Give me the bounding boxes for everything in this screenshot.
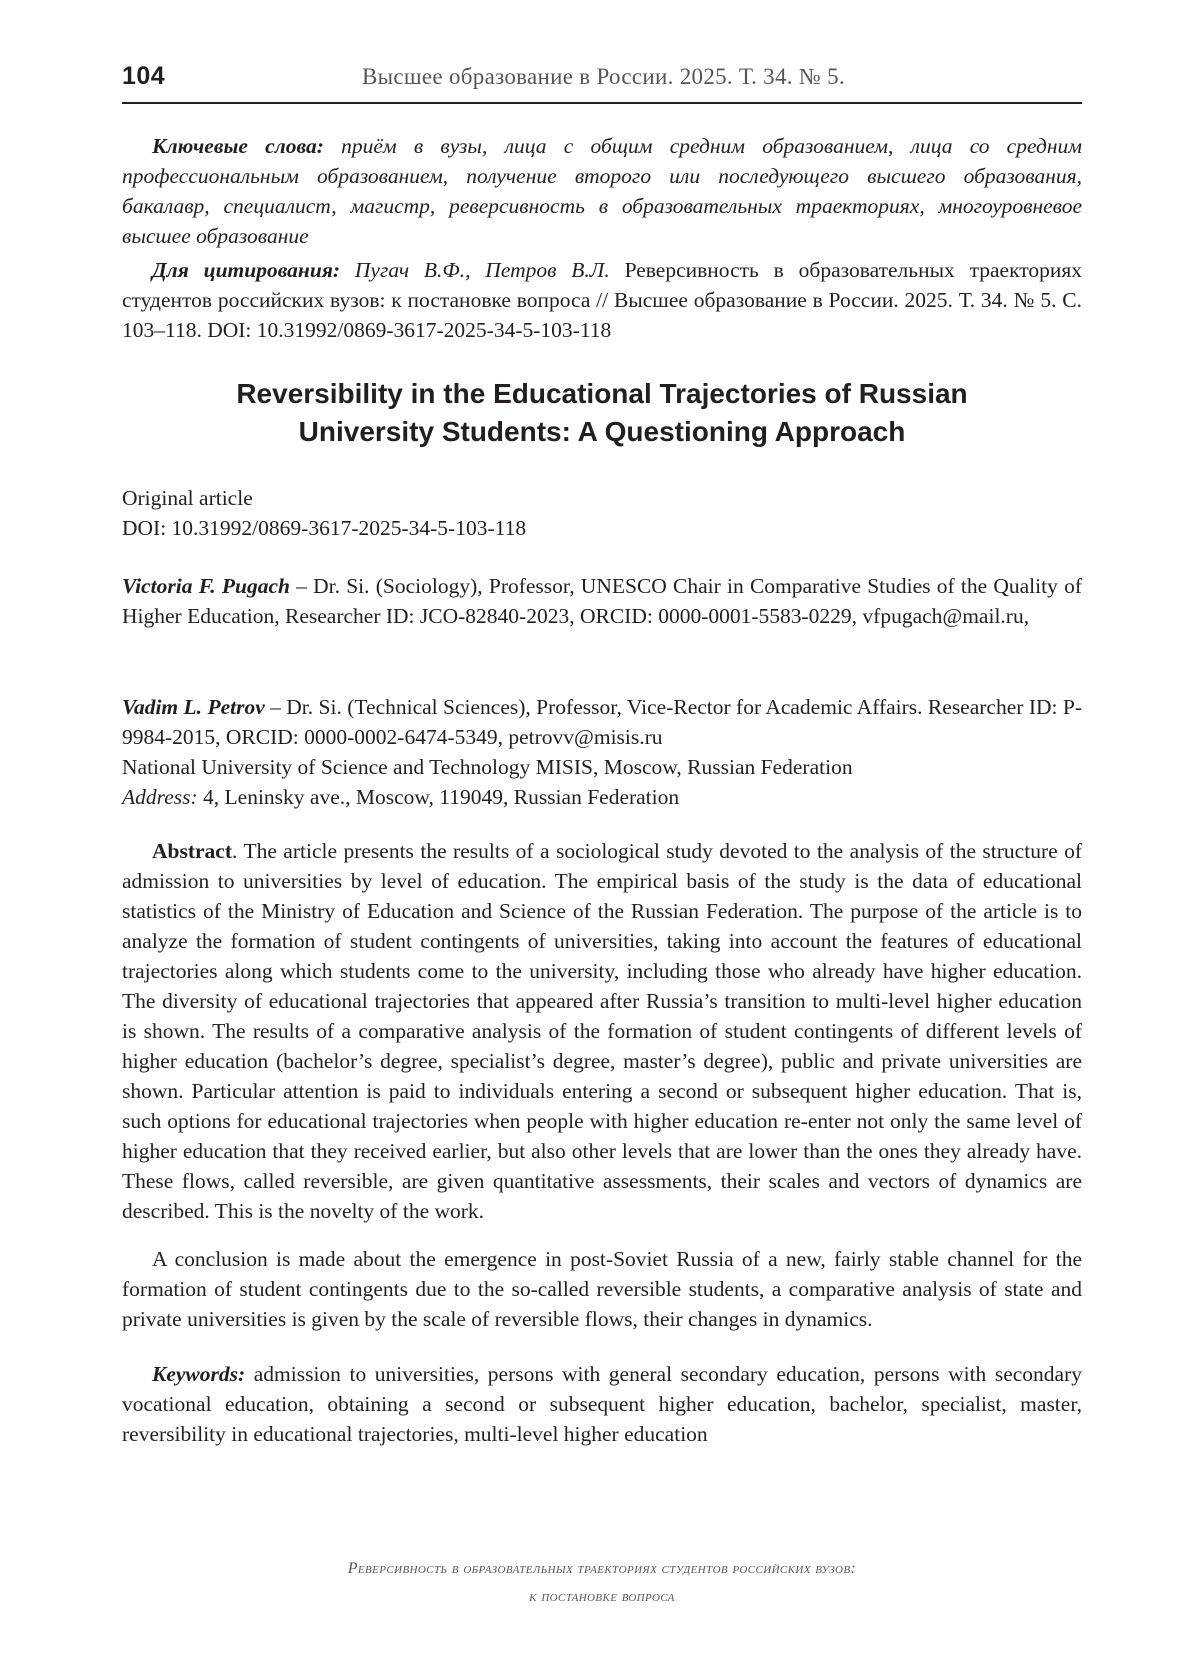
address-text: 4, Leninsky ave., Moscow, 119049, Russian Federation (197, 785, 680, 809)
keywords-label: Keywords: (152, 1362, 246, 1386)
running-footer (122, 1555, 1082, 1611)
article-meta (122, 483, 1082, 543)
author-2-info (122, 692, 1082, 752)
author-1 (122, 571, 1082, 631)
article-doi: DOI: 10.31992/0869-3617-2025-34-5-103-118 (122, 516, 527, 540)
abstract-text: . The article presents the results of a sociological study devoted to the analysis of the structure of admission to universities by level of education. The empirical basis of the study is the data of educational statistics of the Ministry of Education and Science of the Russian Federation. The purpose of the article is to analyze the formation of student contingents of universities, taking into account the features of educational trajectories along which students come to the university, including those who already have higher education. The diversity of educational trajectories that appeared after Russia’s transition to multi-level higher education is shown. The results of a comparative analysis of the formation of student contingents of different levels of higher education (bachelor’s degree, specialist’s degree, master’s degree), public and private universities are shown. Particular attention is paid to individuals entering a second or subsequent higher education. That is, such options for educational trajectories when people with higher education re-enter not only the same level of higher education that they received earlier, but also other levels that are lower than the ones they already have. These flows, called reversible, are given quantitative assessments, their scales and vectors of dynamics are described. This is the novelty of the work. (122, 839, 1082, 1223)
article-title (122, 375, 1082, 451)
ru-keywords-text: приём в вузы, лица с общим средним образованием, лица со средним профессиональным образованием, получение второго или последующего высшего образования, бакалавр, специалист, магистр, реверсивность в образовательных траекториях, многоуровневое высшее образование (122, 134, 1082, 248)
keywords-text: admission to universities, persons with general secondary education, persons with secondary vocational education, obtaining a second or subsequent higher education, bachelor, specialist, master, reversibility in educational trajectories, multi-level higher education (122, 1362, 1082, 1446)
ru-keywords (122, 131, 1082, 251)
abstract (122, 836, 1082, 1226)
ru-citation (122, 255, 1082, 345)
ru-citation-label: Для цитирования: (152, 258, 341, 282)
author-1-name: Victoria F. Pugach (122, 574, 290, 598)
journal-title: Высшее образование в России. 2025. Т. 34. № 5. (362, 64, 846, 89)
author-2-affiliation: National University of Science and Technology MISIS, Moscow, Russian Federation (122, 755, 853, 779)
ru-keywords-label: Ключевые слова: (152, 134, 324, 158)
author-2-details: – Dr. Si. (Technical Sciences), Professor, Vice-Rector for Academic Affairs. Researcher ID: P-9984-2015, ORCID: 0000-0002-6474-5349, petrovv@misis.ru (122, 695, 1082, 749)
ru-citation-text: Реверсивность в образовательных траекториях студентов российских вузов: к постановке вопроса // Высшее образование в России. 2025. Т. 34. № 5. С. 103–118. DOI: 10.31992/0869-3617-2025-34-5-103-118 (122, 258, 1083, 342)
author-1-details: – Dr. Si. (Sociology), Professor, UNESCO Chair in Comparative Studies of the Quality of Higher Education, Researcher ID: JCO-82840-2023, ORCID: 0000-0001-5583-0229, vfpugach@mail.ru, (122, 574, 1082, 628)
footer-line-2: к постановке вопроса (529, 1588, 675, 1605)
ru-citation-authors: Пугач В.Ф., Петров В.Л. (354, 258, 610, 282)
article-title-line-2: University Students: A Questioning Approach (298, 416, 906, 447)
keywords (122, 1359, 1082, 1449)
footer-line-1: Реверсивность в образовательных траекториях студентов российских вузов: (347, 1560, 857, 1577)
author-2-name: Vadim L. Petrov (122, 695, 265, 719)
article-type: Original article (122, 486, 253, 510)
abstract-label: Abstract (152, 839, 233, 863)
author-2 (122, 692, 1082, 812)
abstract-conclusion: A conclusion is made about the emergence in post-Soviet Russia of a new, fairly stable channel for the formation of student contingents due to the so-called reversible students, a comparative analysis of state and private universities is given by the scale of reversible flows, their changes in dynamics. (122, 1247, 1082, 1331)
article-title-line-1: Reversibility in the Educational Trajectories of Russian (236, 378, 968, 409)
address-label: Address: (122, 785, 198, 809)
page-number: 104 (122, 62, 166, 90)
running-header (122, 58, 1082, 104)
author-2-address (122, 782, 1082, 812)
